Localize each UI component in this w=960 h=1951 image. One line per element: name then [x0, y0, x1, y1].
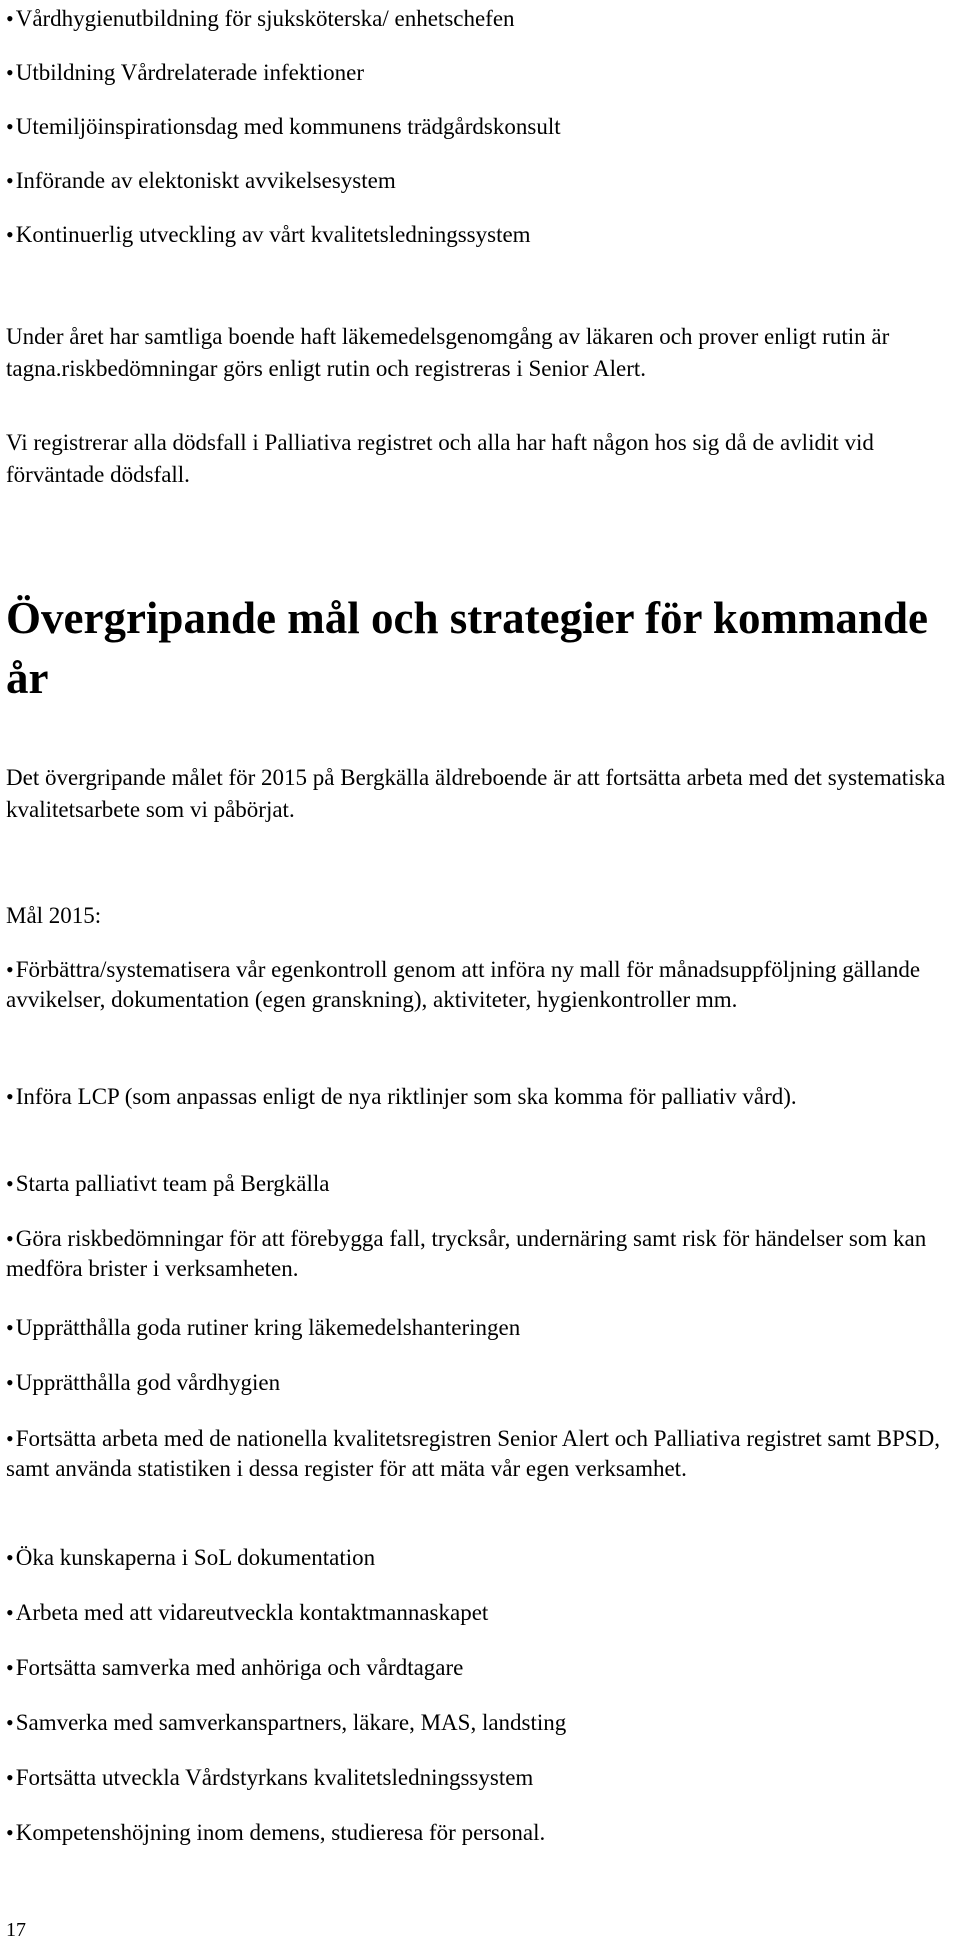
- section-heading: Övergripande mål och strategier för kommande år: [6, 593, 928, 703]
- list-item: • Fortsätta samverka med anhöriga och vårdtagare: [6, 1653, 956, 1683]
- activities-list: [6, 4, 956, 274]
- list-item: • Utemiljöinspirationsdag med kommunens trädgårdskonsult: [6, 112, 956, 166]
- goals-label: Mål 2015:: [6, 903, 102, 928]
- list-item: • Starta palliativt team på Bergkälla: [6, 1169, 956, 1199]
- list-item: • Kontinuerlig utveckling av vårt kvalitetsledningssystem: [6, 220, 956, 274]
- list-item: • Arbeta med att vidareutveckla kontaktmannaskapet: [6, 1598, 956, 1628]
- list-item: • Upprätthålla goda rutiner kring läkemedelshanteringen: [6, 1313, 956, 1343]
- list-item: • Fortsätta arbeta med de nationella kvalitetsregistren Senior Alert och Palliativa registret samt BPSD, samt använda statistiken i dessa register för att mäta vår egen verksamhet.: [6, 1424, 956, 1484]
- list-item: • Upprätthålla god vårdhygien: [6, 1368, 956, 1398]
- list-item: • Införa LCP (som anpassas enligt de nya riktlinjer som ska komma för palliativ vård).: [6, 1082, 956, 1112]
- list-item: • Utbildning Vårdrelaterade infektioner: [6, 58, 956, 112]
- paragraph-checkups: Under året har samtliga boende haft läkemedelsgenomgång av läkaren och prover enligt rutin är tagna.riskbedömningar görs enligt rutin och registreras i Senior Alert.: [6, 324, 890, 381]
- list-item: • Fortsätta utveckla Vårdstyrkans kvalitetsledningssystem: [6, 1763, 956, 1793]
- list-item: • Göra riskbedömningar för att förebygga fall, trycksår, undernäring samt risk för händelser som kan medföra brister i verksamheten.: [6, 1224, 956, 1284]
- list-item: • Införande av elektoniskt avvikelsesystem: [6, 166, 956, 220]
- page-number: 17: [6, 1919, 26, 1941]
- list-item: • Öka kunskaperna i SoL dokumentation: [6, 1543, 956, 1573]
- paragraph-goal: Det övergripande målet för 2015 på Bergkälla äldreboende är att fortsätta arbeta med det systematiska kvalitetsarbete som vi påbörjat.: [6, 765, 946, 822]
- list-item: • Samverka med samverkanspartners, läkare, MAS, landsting: [6, 1708, 956, 1738]
- list-item: • Vårdhygienutbildning för sjuksköterska/ enhetschefen: [6, 4, 956, 58]
- list-item: • Förbättra/systematisera vår egenkontroll genom att införa ny mall för månadsuppföljning gällande avvikelser, dokumentation (egen granskning), aktiviteter, hygienkontroller mm.: [6, 955, 956, 1015]
- list-item: • Kompetenshöjning inom demens, studieresa för personal.: [6, 1818, 956, 1848]
- paragraph-palliative: Vi registrerar alla dödsfall i Palliativa registret och alla har haft någon hos sig då de avlidit vid förväntade dödsfall.: [6, 430, 874, 487]
